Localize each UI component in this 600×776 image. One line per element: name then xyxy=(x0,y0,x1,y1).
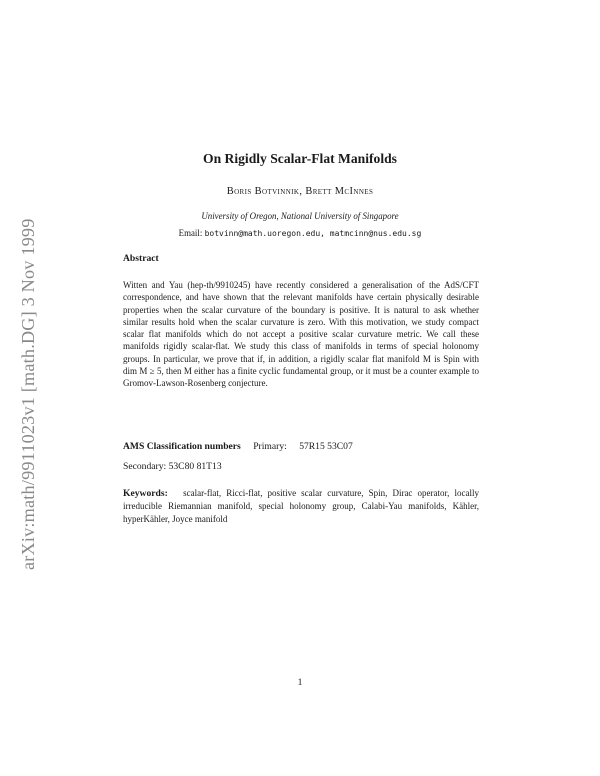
paper-affiliation: University of Oregon, National University of Singapore xyxy=(201,211,399,221)
secondary-codes: 53C80 81T13 xyxy=(168,461,222,472)
paper-title: On Rigidly Scalar-Flat Manifolds xyxy=(203,151,397,166)
paper-authors: Boris Botvinnik, Brett McInnes xyxy=(226,186,374,197)
primary-codes: 57R15 53C07 xyxy=(299,441,353,452)
secondary-classification-line xyxy=(123,461,222,472)
secondary-label: Secondary: xyxy=(123,461,167,472)
arxiv-stamp-text: arXiv:math/9911023v1 [math.DG] 3 Nov 1999 xyxy=(18,218,38,570)
email-label: Email: xyxy=(178,228,203,238)
keywords-heading: Keywords: xyxy=(123,488,168,499)
keywords-text: scalar-flat, Ricci-flat, positive scalar curvature, Spin, Dirac operator, locally irreducible Riemannian manifold, special holonomy group, Calabi-Yau manifolds, Kähler, hyperKähler, Joyce manifold xyxy=(123,488,480,524)
ams-classification-line xyxy=(123,441,353,452)
primary-label: Primary: xyxy=(253,441,287,452)
abstract-text: Witten and Yau (hep-th/9910245) have recently considered a generalisation of the AdS/CFT correspondence, and have shown that the relevant manifolds have certain physically desirable properties when the scalar curvature of the boundary is positive. It is natural to ask whether similar results hold when the scalar curvature is zero. With this motivation, we study compact scalar flat manifolds which do not accept a positive scalar curvature metric. We call these manifolds rigidly scalar-flat. We study this class of manifolds in terms of special holonomy groups. In particular, we prove that if, in addition, a rigidly scalar flat manifold M is Spin with dim M ≥ 5, then M either has a finite cyclic fundamental group, or it must be a counter example to Gromov-Lawson-Rosenberg conjecture. xyxy=(123,280,479,389)
page-number: 1 xyxy=(297,677,303,688)
abstract-heading: Abstract xyxy=(123,253,159,264)
email-line xyxy=(0,228,600,238)
ams-classification-heading: AMS Classification numbers xyxy=(123,441,241,452)
keywords-paragraph xyxy=(123,487,479,525)
email-addresses: botvinn@math.uoregon.edu, matmcinn@nus.edu.sg xyxy=(204,229,422,238)
